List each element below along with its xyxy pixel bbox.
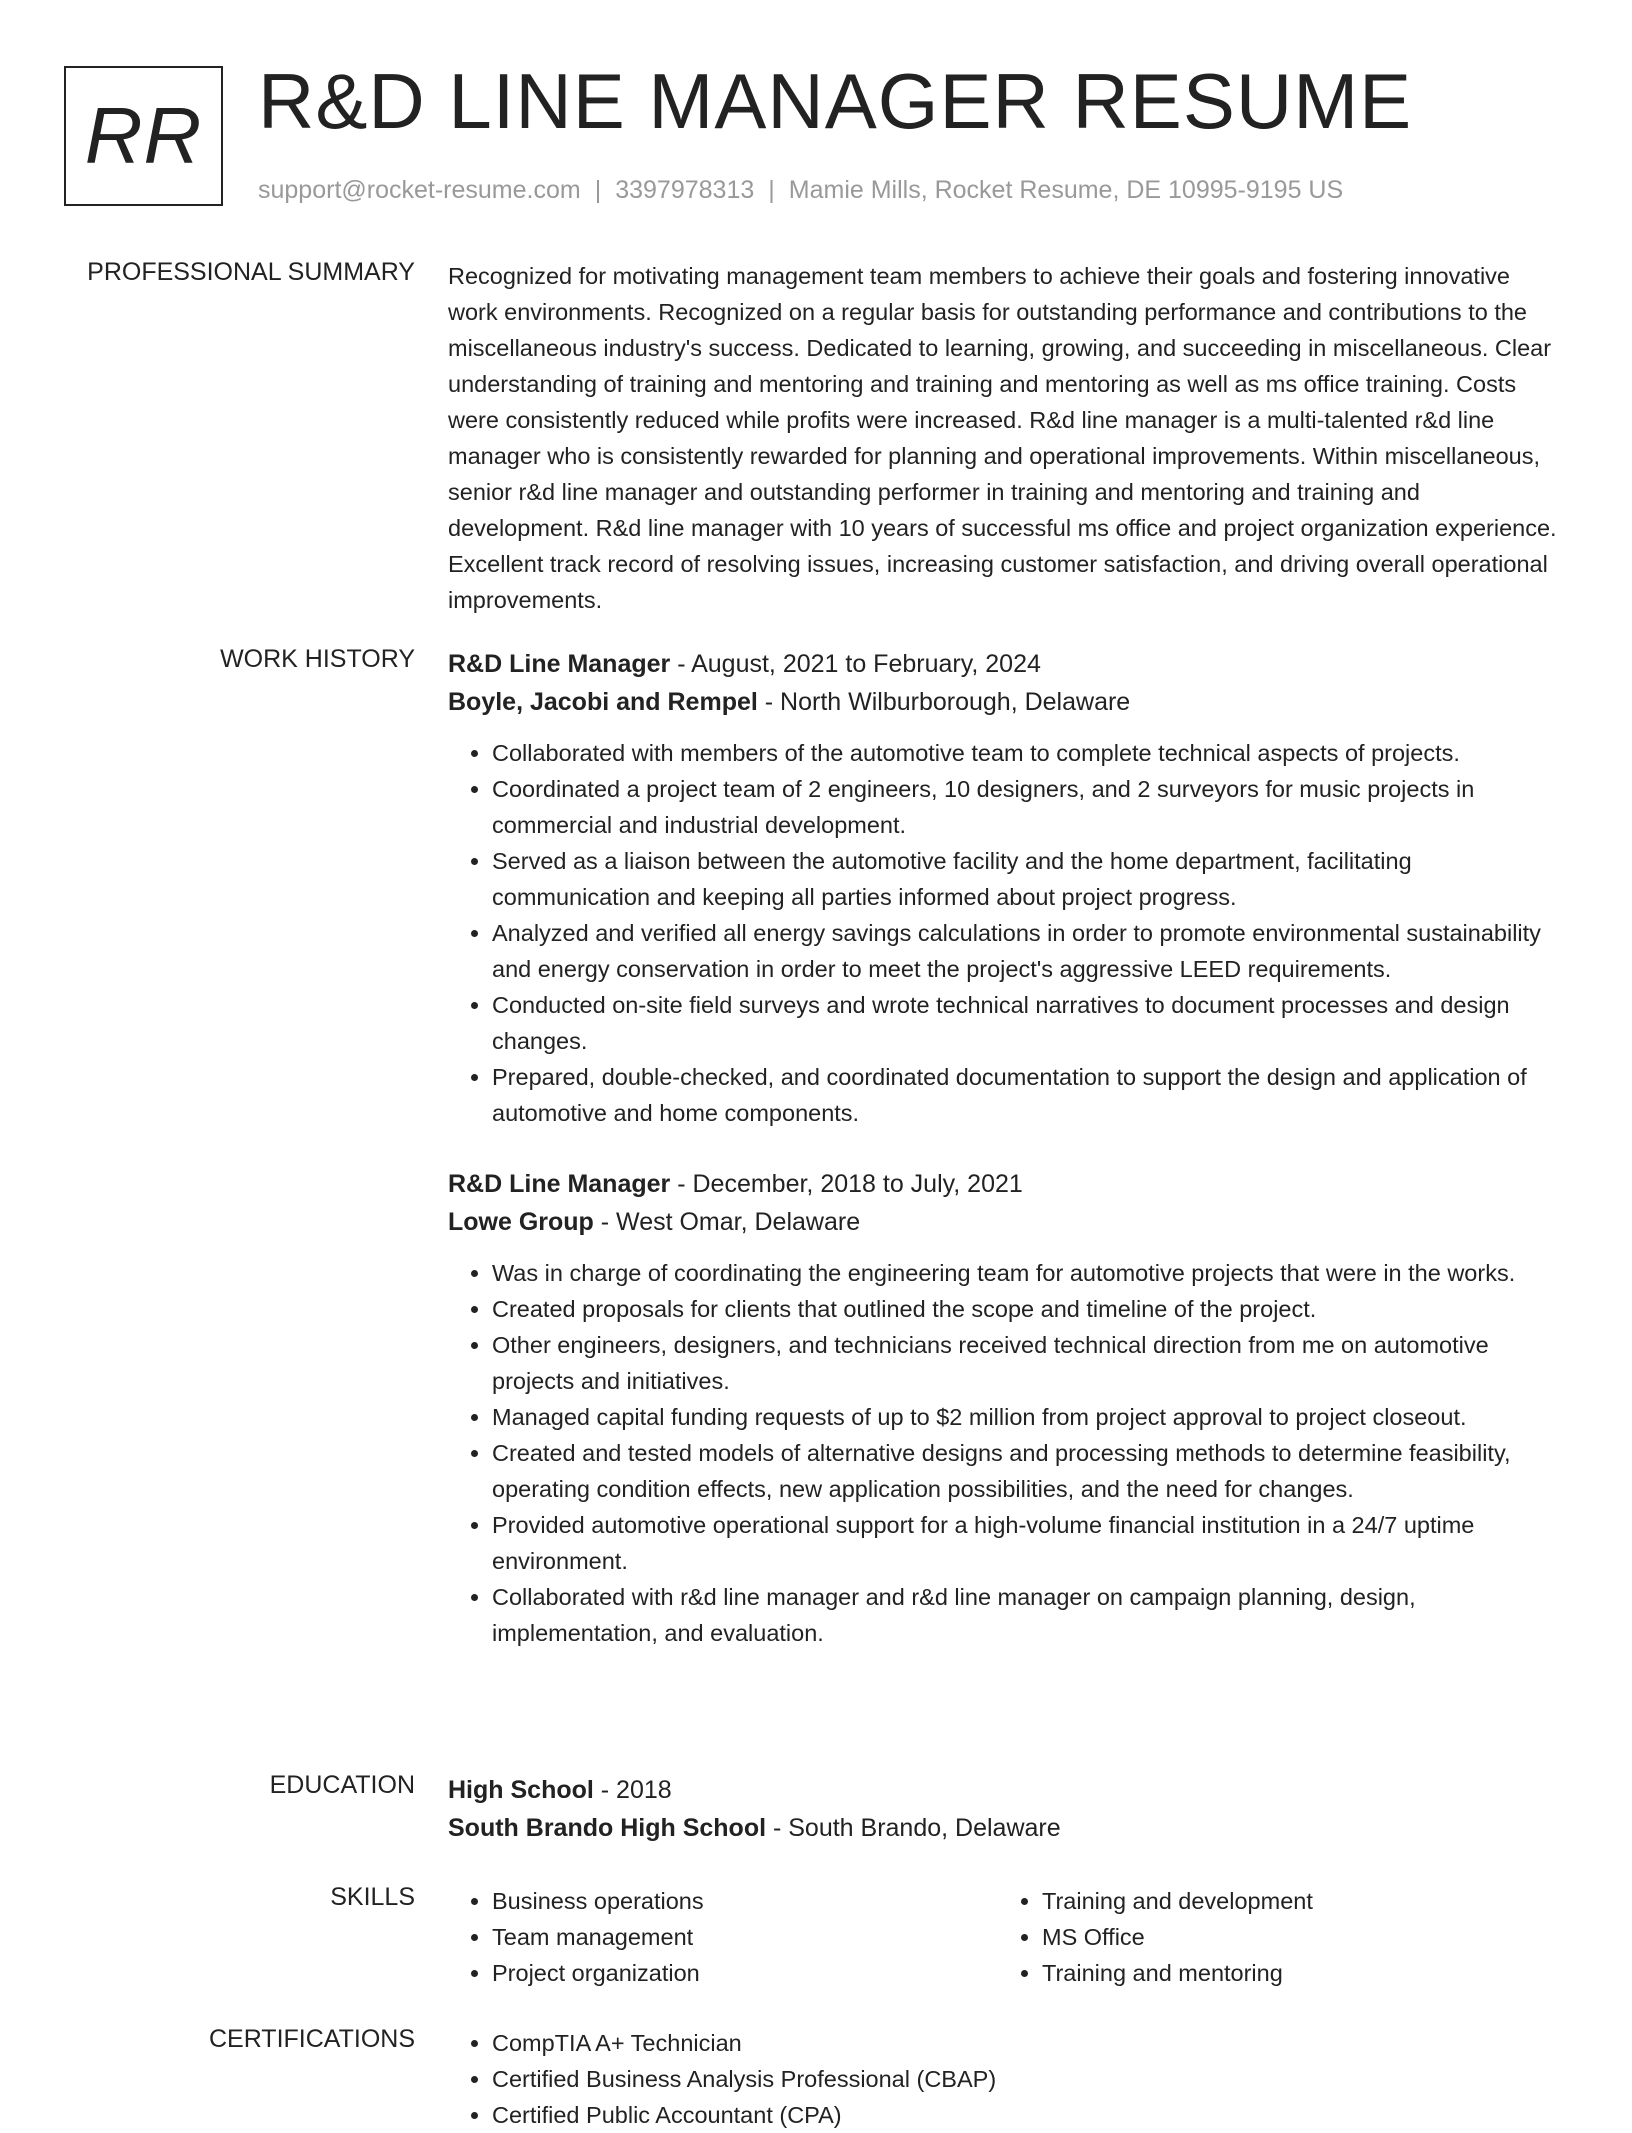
job-bullet: • Provided automotive operational support for a high-volume financial institution in a 24/7 uptime environment. (492, 1507, 1563, 1579)
job-company: Boyle, Jacobi and Rempel (448, 688, 758, 716)
education-school: South Brando High School (448, 1814, 767, 1842)
resume-title: R&D LINE MANAGER RESUME (258, 57, 1413, 145)
summary-text: Recognized for motivating management team members to achieve their goals and fostering innovative work environments. Recognized on a regular basis for outstanding performance and contributions to the miscellaneous industry's success. Dedicated to learning, growing, and succeeding in miscellaneous. Clear understanding of training and mentoring and training and mentoring as well as ms office training. Costs were consistently reduced while profits were increased. R&d line manager is a multi-talented r&d line manager who is consistently rewarded for planning and operational improvements. Within miscellaneous, senior r&d line manager and outstanding performer in training and mentoring and training and development. R&d line manager with 10 years of successful ms office and project organization experience. Excellent track record of resolving issues, increasing customer satisfaction, and driving overall operational improvements. (448, 263, 1557, 613)
monogram-text: RR (84, 91, 203, 180)
skill-item: • Business operations (492, 1883, 998, 1919)
job-bullet: • Conducted on-site field surveys and wrote technical narratives to document processes and design changes. (492, 987, 1563, 1059)
job-title-line (448, 645, 1563, 683)
skills-grid (448, 1883, 1563, 1991)
job-title: R&D Line Manager (448, 650, 671, 678)
contact-address: Mamie Mills, Rocket Resume, DE 10995-9195 US (788, 176, 1344, 204)
skill-item: • Training and development (1042, 1883, 1548, 1919)
skills-body (448, 1883, 1563, 1991)
skill-item: • MS Office (1042, 1919, 1548, 1955)
certifications-body (448, 2025, 1563, 2133)
job-location: - North Wilburborough, Delaware (757, 688, 1131, 716)
job-bullet: • Created and tested models of alternative designs and processing methods to determine feasibility, operating condition effects, new application possibilities, and the need for changes. (492, 1435, 1563, 1507)
job-company: Lowe Group (448, 1208, 594, 1236)
job-dates: - December, 2018 to July, 2021 (670, 1170, 1023, 1198)
education-body (448, 1771, 1563, 1847)
job-bullets (448, 1255, 1563, 1651)
certification-item: • Certified Business Analysis Professional (CBAP) (492, 2061, 1563, 2097)
summary-label: PROFESSIONAL SUMMARY (87, 258, 415, 286)
contact-separator: | (768, 176, 775, 204)
skill-item: • Team management (492, 1919, 998, 1955)
skill-item: • Training and mentoring (1042, 1955, 1548, 1991)
job-dates: - August, 2021 to February, 2024 (670, 650, 1041, 678)
skill-item: • Project organization (492, 1955, 998, 1991)
work-history-label: WORK HISTORY (220, 645, 415, 673)
certification-item: • CompTIA A+ Technician (492, 2025, 1563, 2061)
skills-label: SKILLS (330, 1883, 415, 1911)
job-company-line (448, 683, 1563, 721)
summary-body (448, 258, 1563, 618)
job-bullet: • Was in charge of coordinating the engineering team for automotive projects that were in the works. (492, 1255, 1563, 1291)
skills-column (998, 1883, 1548, 1991)
education-location: - South Brando, Delaware (766, 1814, 1061, 1842)
job-company-line (448, 1203, 1563, 1241)
job-bullet: • Collaborated with members of the automotive team to complete technical aspects of projects. (492, 735, 1563, 771)
job-title-line (448, 1165, 1563, 1203)
job-bullet: • Served as a liaison between the automotive facility and the home department, facilitating communication and keeping all parties informed about project progress. (492, 843, 1563, 915)
job-bullet: • Prepared, double-checked, and coordinated documentation to support the design and application of automotive and home components. (492, 1059, 1563, 1131)
job-bullet: • Managed capital funding requests of up to $2 million from project approval to project closeout. (492, 1399, 1563, 1435)
job-bullet: • Other engineers, designers, and technicians received technical direction from me on automotive projects and initiatives. (492, 1327, 1563, 1399)
contact-phone[interactable]: 3397978313 (615, 176, 755, 204)
job-bullet: • Collaborated with r&d line manager and r&d line manager on campaign planning, design, implementation, and evaluation. (492, 1579, 1563, 1651)
contact-separator: | (594, 176, 602, 204)
education-year: - 2018 (593, 1776, 672, 1804)
certifications-list (448, 2025, 1563, 2133)
job-bullet: • Analyzed and verified all energy savings calculations in order to promote environmental sustainability and energy conservation in order to meet the project's aggressive LEED requirements. (492, 915, 1563, 987)
monogram-logo (64, 66, 223, 206)
certifications-label: CERTIFICATIONS (208, 2025, 415, 2053)
education-label: EDUCATION (269, 1771, 415, 1799)
job-entry (448, 1165, 1563, 1651)
education-degree-line (448, 1771, 1563, 1809)
job-bullets (448, 735, 1563, 1131)
job-bullet: • Coordinated a project team of 2 engineers, 10 designers, and 2 surveyors for music projects in commercial and industrial development. (492, 771, 1563, 843)
education-degree: High School (448, 1776, 594, 1804)
skills-column (448, 1883, 998, 1991)
job-entry (448, 645, 1563, 1131)
education-school-line (448, 1809, 1563, 1847)
job-bullet: • Created proposals for clients that outlined the scope and timeline of the project. (492, 1291, 1563, 1327)
contact-line (258, 176, 1343, 205)
certification-item: • Certified Public Accountant (CPA) (492, 2097, 1563, 2133)
contact-email[interactable]: support@rocket-resume.com (258, 176, 581, 204)
work-history-body (448, 645, 1563, 1651)
job-title: R&D Line Manager (448, 1170, 671, 1198)
job-location: - West Omar, Delaware (593, 1208, 861, 1236)
